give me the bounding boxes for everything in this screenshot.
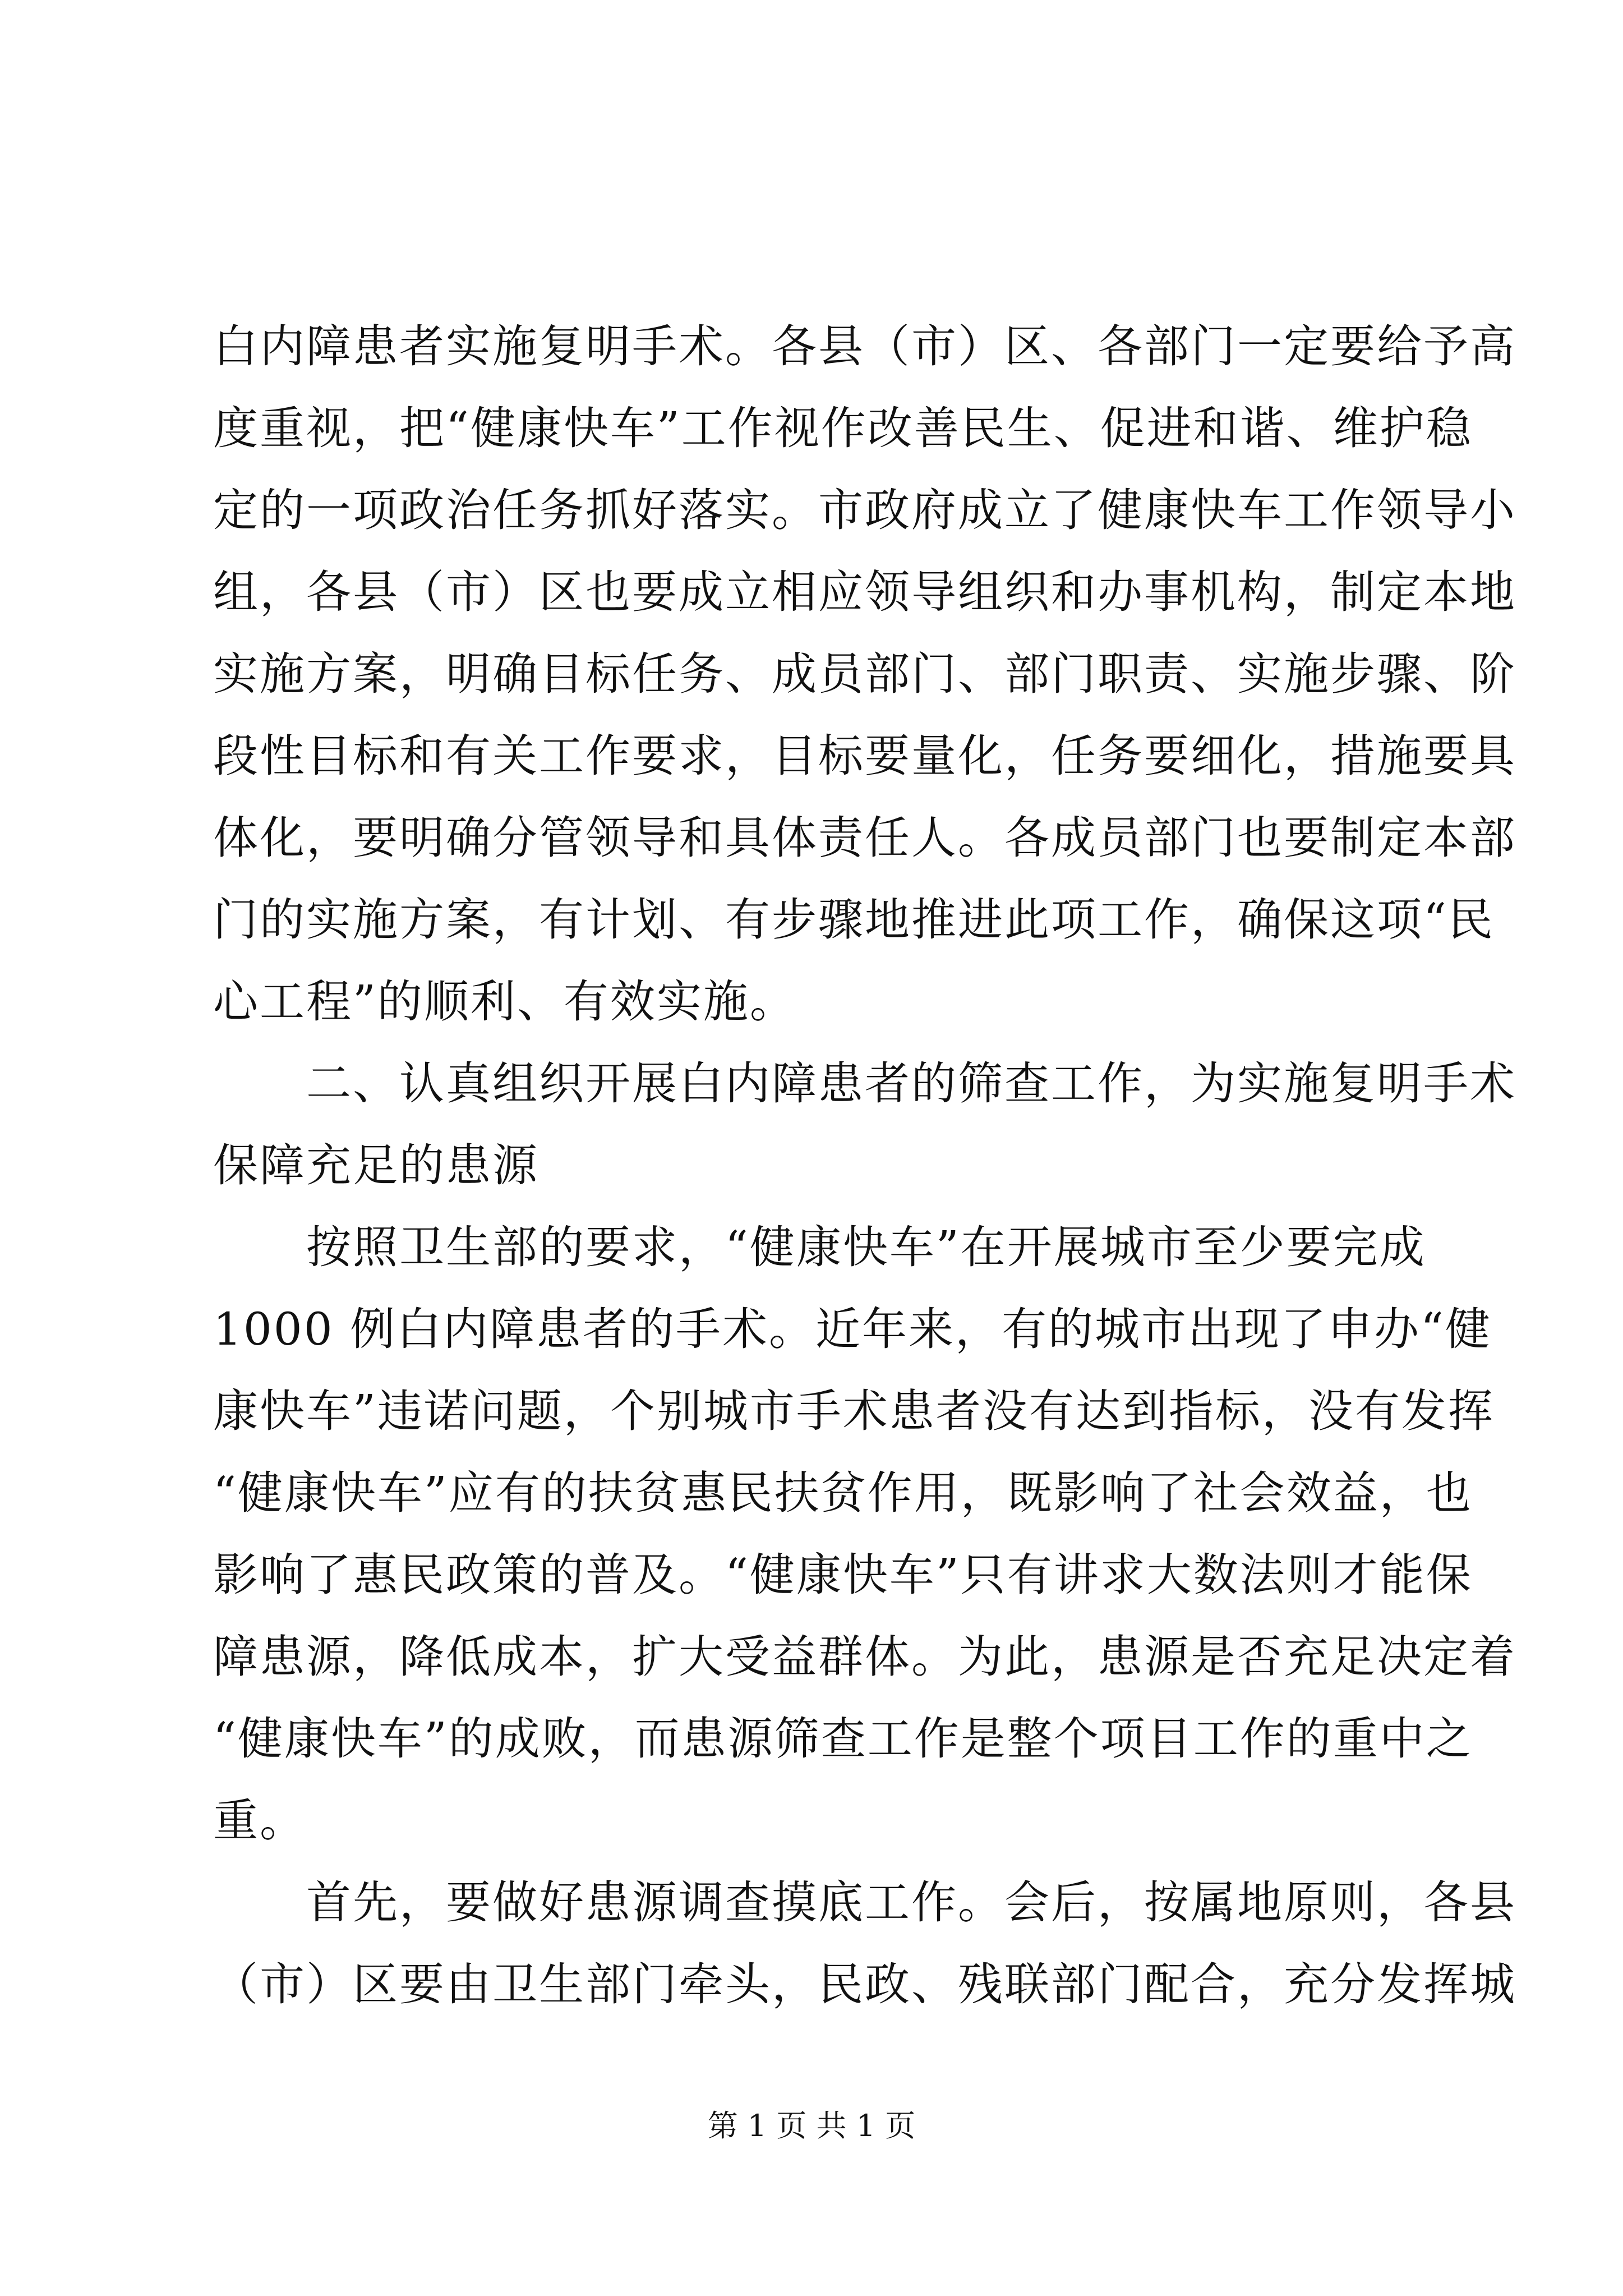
text-line: 心工程”的顺利、有效实施。 — [213, 976, 796, 1028]
document-body — [213, 306, 1516, 2026]
text-line: 度重视，把“健康快车”工作视作改善民生、促进和谐、维护稳 — [213, 402, 1473, 454]
text-line: 门的实施方案，有计划、有步骤地推进此项工作，确保这项“民 — [213, 894, 1495, 946]
text-line: 影响了惠民政策的普及。“健康快车”只有讲求大数法则才能保 — [213, 1549, 1473, 1601]
text-line: 实施方案，明确目标任务、成员部门、部门职责、实施步骤、阶 — [213, 648, 1516, 700]
text-line: 白内障患者实施复明手术。各县（市）区、各部门一定要给予高 — [213, 320, 1516, 372]
text-line: 保障充足的患源 — [213, 1139, 539, 1191]
text-line: 组，各县（市）区也要成立相应领导组织和办事机构，制定本地 — [213, 566, 1516, 618]
text-line: 重。 — [213, 1795, 306, 1847]
text-line: 段性目标和有关工作要求，目标要量化，任务要细化，措施要具 — [213, 730, 1516, 782]
text-line: 体化，要明确分管领导和具体责任人。各成员部门也要制定本部 — [213, 812, 1516, 864]
text-line: 定的一项政治任务抓好落实。市政府成立了健康快车工作领导小 — [213, 484, 1516, 536]
text-line: （市）区要由卫生部门牵头，民政、残联部门配合，充分发挥城 — [213, 1958, 1516, 2010]
text-line: 二、认真组织开展白内障患者的筛查工作，为实施复明手术 — [306, 1057, 1516, 1110]
text-line: 1000 例白内障患者的手术。近年来，有的城市出现了申办“健 — [213, 1303, 1492, 1355]
text-line: “健康快车”应有的扶贫惠民扶贫作用，既影响了社会效益，也 — [213, 1467, 1473, 1519]
text-line: “健康快车”的成败，而患源筛查工作是整个项目工作的重中之 — [213, 1713, 1473, 1765]
text-line: 障患源，降低成本，扩大受益群体。为此，患源是否充足决定着 — [213, 1631, 1516, 1683]
text-line: 康快车”违诺问题，个别城市手术患者没有达到指标，没有发挥 — [213, 1385, 1495, 1437]
text-line: 首先，要做好患源调查摸底工作。会后，按属地原则，各县 — [306, 1876, 1516, 1929]
text-line: 按照卫生部的要求，“健康快车”在开展城市至少要完成 — [306, 1221, 1426, 1273]
page-footer: 第 1 页 共 1 页 — [707, 2108, 916, 2143]
